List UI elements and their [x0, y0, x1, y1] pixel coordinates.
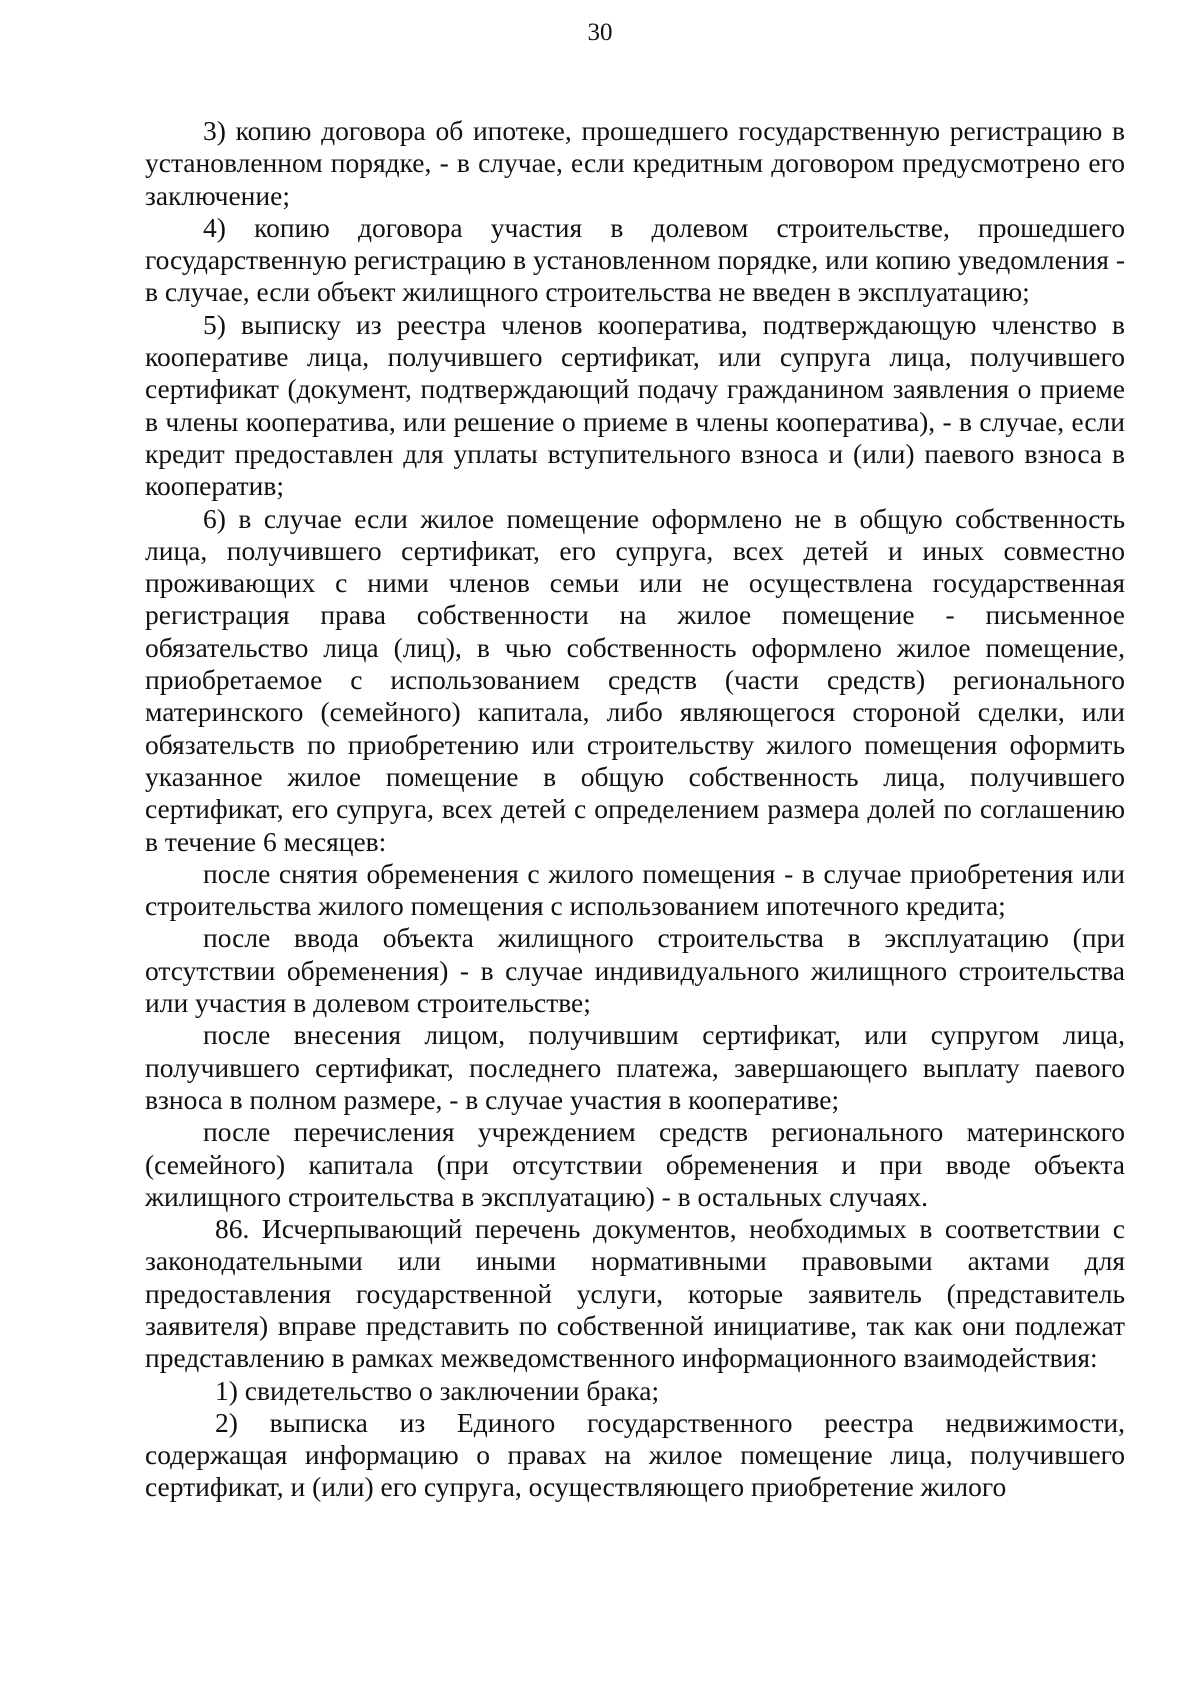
paragraph-86-documents-list: 86. Исчерпывающий перечень документов, необходимых в соответствии с законодательными или иными нормативными правовыми актами для предоставления государственной услуги, которые заявитель (представитель заявителя) вправе представить по собственной инициативе, так как они подлежат представлению в рамках межведомственного информационного взаимодействия:	[145, 1213, 1125, 1374]
paragraph-after-transfer: после перечисления учреждением средств регионального материнского (семейного) капитала (при отсутствии обременения и при вводе объекта жилищного строительства в эксплуатацию) - в остальных случаях.	[145, 1116, 1125, 1212]
paragraph-86-item-2-registry-extract: 2) выписка из Единого государственного реестра недвижимости, содержащая информацию о правах на жилое помещение лица, получившего сертификат, и (или) его супруга, осуществляющего приобретение жилого	[145, 1406, 1125, 1503]
paragraph-item-4-shared-construction: 4) копию договора участия в долевом строительстве, прошедшего государственную регистрацию в установленном порядке, или копию уведомления - в случае, если объект жилищного строительства не введен в эксплуатацию;	[145, 211, 1125, 308]
paragraph-after-encumbrance: после снятия обременения с жилого помещения - в случае приобретения или строительства жилого помещения с использованием ипотечного кредита;	[145, 857, 1125, 922]
paragraph-item-3-mortgage-copy: 3) копию договора об ипотеке, прошедшего государственную регистрацию в установленном порядке, - в случае, если кредитным договором предусмотрено его заключение;	[145, 115, 1125, 211]
page-number: 30	[587, 19, 613, 46]
paragraph-after-commissioning: после ввода объекта жилищного строительства в эксплуатацию (при отсутствии обременения) - в случае индивидуального жилищного строительства или участия в долевом строительстве;	[145, 922, 1125, 1019]
document-body	[145, 115, 1125, 1504]
paragraph-item-6-ownership-obligation: 6) в случае если жилое помещение оформлено не в общую собственность лица, получившего сертификат, его супруга, всех детей и иных совместно проживающих с ними членов семьи или не осуществлена государственная регистрация права собственности на жилое помещение - письменное обязательство лица (лиц), в чью собственность оформлено жилое помещение, приобретаемое с использованием средств (части средств) регионального материнского (семейного) капитала, либо являющегося стороной сделки, или обязательств по приобретению или строительству жилого помещения оформить указанное жилое помещение в общую собственность лица, получившего сертификат, его супруга, всех детей с определением размера долей по соглашению в течение 6 месяцев:	[145, 502, 1125, 857]
paragraph-item-5-cooperative-extract: 5) выписку из реестра членов кооператива, подтверждающую членство в кооперативе лица, получившего сертификат, или супруга лица, получившего сертификат (документ, подтверждающий подачу гражданином заявления о приеме в члены кооператива, или решение о приеме в члены кооператива), - в случае, если кредит предоставлен для уплаты вступительного взноса и (или) паевого взноса в кооператив;	[145, 308, 1125, 502]
paragraph-after-share-payment: после внесения лицом, получившим сертификат, или супругом лица, получившего сертификат, последнего платежа, завершающего выплату паевого взноса в полном размере, - в случае участия в кооперативе;	[145, 1019, 1125, 1115]
paragraph-86-item-1-marriage: 1) свидетельство о заключении брака;	[215, 1374, 660, 1406]
